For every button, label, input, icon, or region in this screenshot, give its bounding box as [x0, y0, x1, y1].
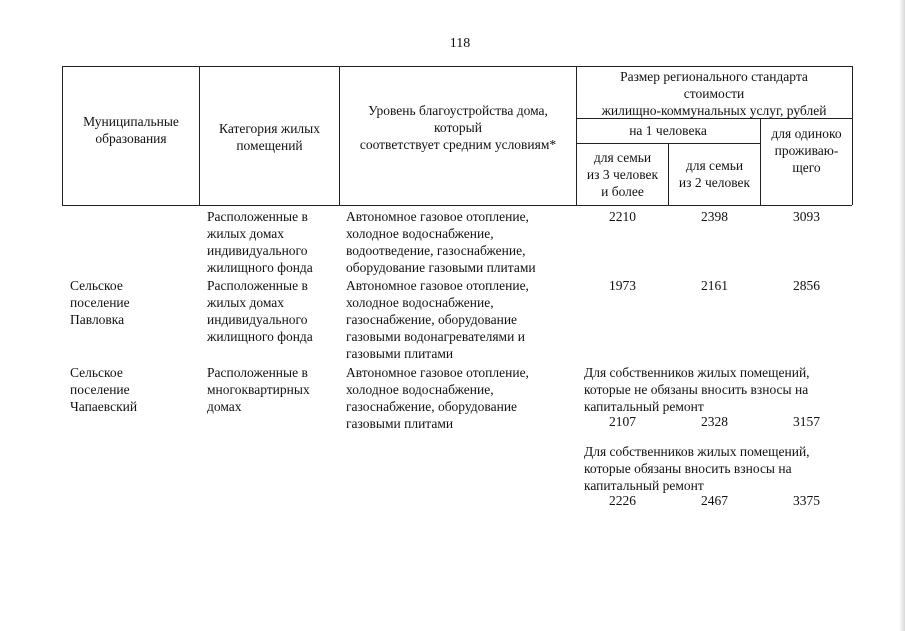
row2-category: Расположенные в жилых домах индивидуального жилищного фонда: [207, 278, 313, 344]
row3a-family2-value: 2328: [701, 414, 728, 429]
row3b-single-value: 3375: [793, 493, 820, 508]
row1-level: Автономное газовое отопление, холодное водоснабжение, водоотведение, газоснабжение, оборудование газовыми плитами: [346, 209, 536, 275]
row3a-family3-value: 2107: [609, 414, 636, 429]
row2-family2-value: 2161: [701, 278, 728, 293]
header-category: Категория жилых помещений: [219, 121, 320, 153]
page-number: 118: [449, 36, 471, 51]
municipality-pavlovka: Сельское поселение Павловка: [70, 278, 130, 327]
row1-category: Расположенные в жилых домах индивидуального жилищного фонда: [207, 209, 313, 275]
row1-single-value: 3093: [793, 209, 820, 224]
row3a-single-value: 3157: [793, 414, 820, 429]
col-border-0: [62, 66, 63, 205]
row3b-family2-value: 2467: [701, 493, 728, 508]
row3b-family3-value: 2226: [609, 493, 636, 508]
col-border-4: [668, 143, 669, 205]
header-level: Уровень благоустройства дома, который соответствует средним условиям*: [359, 103, 557, 152]
row2-single-value: 2856: [793, 278, 820, 293]
col-border-3: [576, 66, 577, 205]
col-border-1: [199, 66, 200, 205]
row1-family2-value: 2398: [701, 209, 728, 224]
col-border-5: [760, 118, 761, 205]
table-top-border: [62, 66, 852, 67]
header-single: для одиноко проживаю- щего: [771, 126, 842, 175]
row2-family3-value: 1973: [609, 278, 636, 293]
header-family-2: для семьи из 2 человек: [678, 158, 751, 190]
col-border-2: [339, 66, 340, 205]
row3-note-no-capital-repair: Для собственников жилых помещений, которые не обязаны вносить взносы на капитальный ремонт: [584, 365, 810, 414]
header-municipality: Муниципальные образования: [83, 114, 179, 146]
header-bottom-border: [62, 205, 852, 206]
municipality-chapaevsky: Сельское поселение Чапаевский: [70, 365, 138, 414]
col-border-6: [852, 66, 853, 205]
header-family-3: для семьи из 3 человек и более: [586, 150, 659, 199]
header-standard: Размер регионального стандарта стоимости жилищно-коммунальных услуг, рублей: [601, 69, 827, 118]
scan-edge-shadow: [899, 0, 905, 631]
row2-level: Автономное газовое отопление, холодное водоснабжение, газоснабжение, оборудование газовыми водонагревателями и газовыми плитами: [346, 278, 529, 361]
row1-family3-value: 2210: [609, 209, 636, 224]
header-per-person: на 1 человека: [629, 123, 707, 138]
row3-category: Расположенные в многоквартирных домах: [207, 365, 310, 414]
row3-level: Автономное газовое отопление, холодное водоснабжение, газоснабжение, оборудование газовыми плитами: [346, 365, 529, 431]
row3-note-capital-repair: Для собственников жилых помещений, которые обязаны вносить взносы на капитальный ремонт: [584, 444, 810, 493]
